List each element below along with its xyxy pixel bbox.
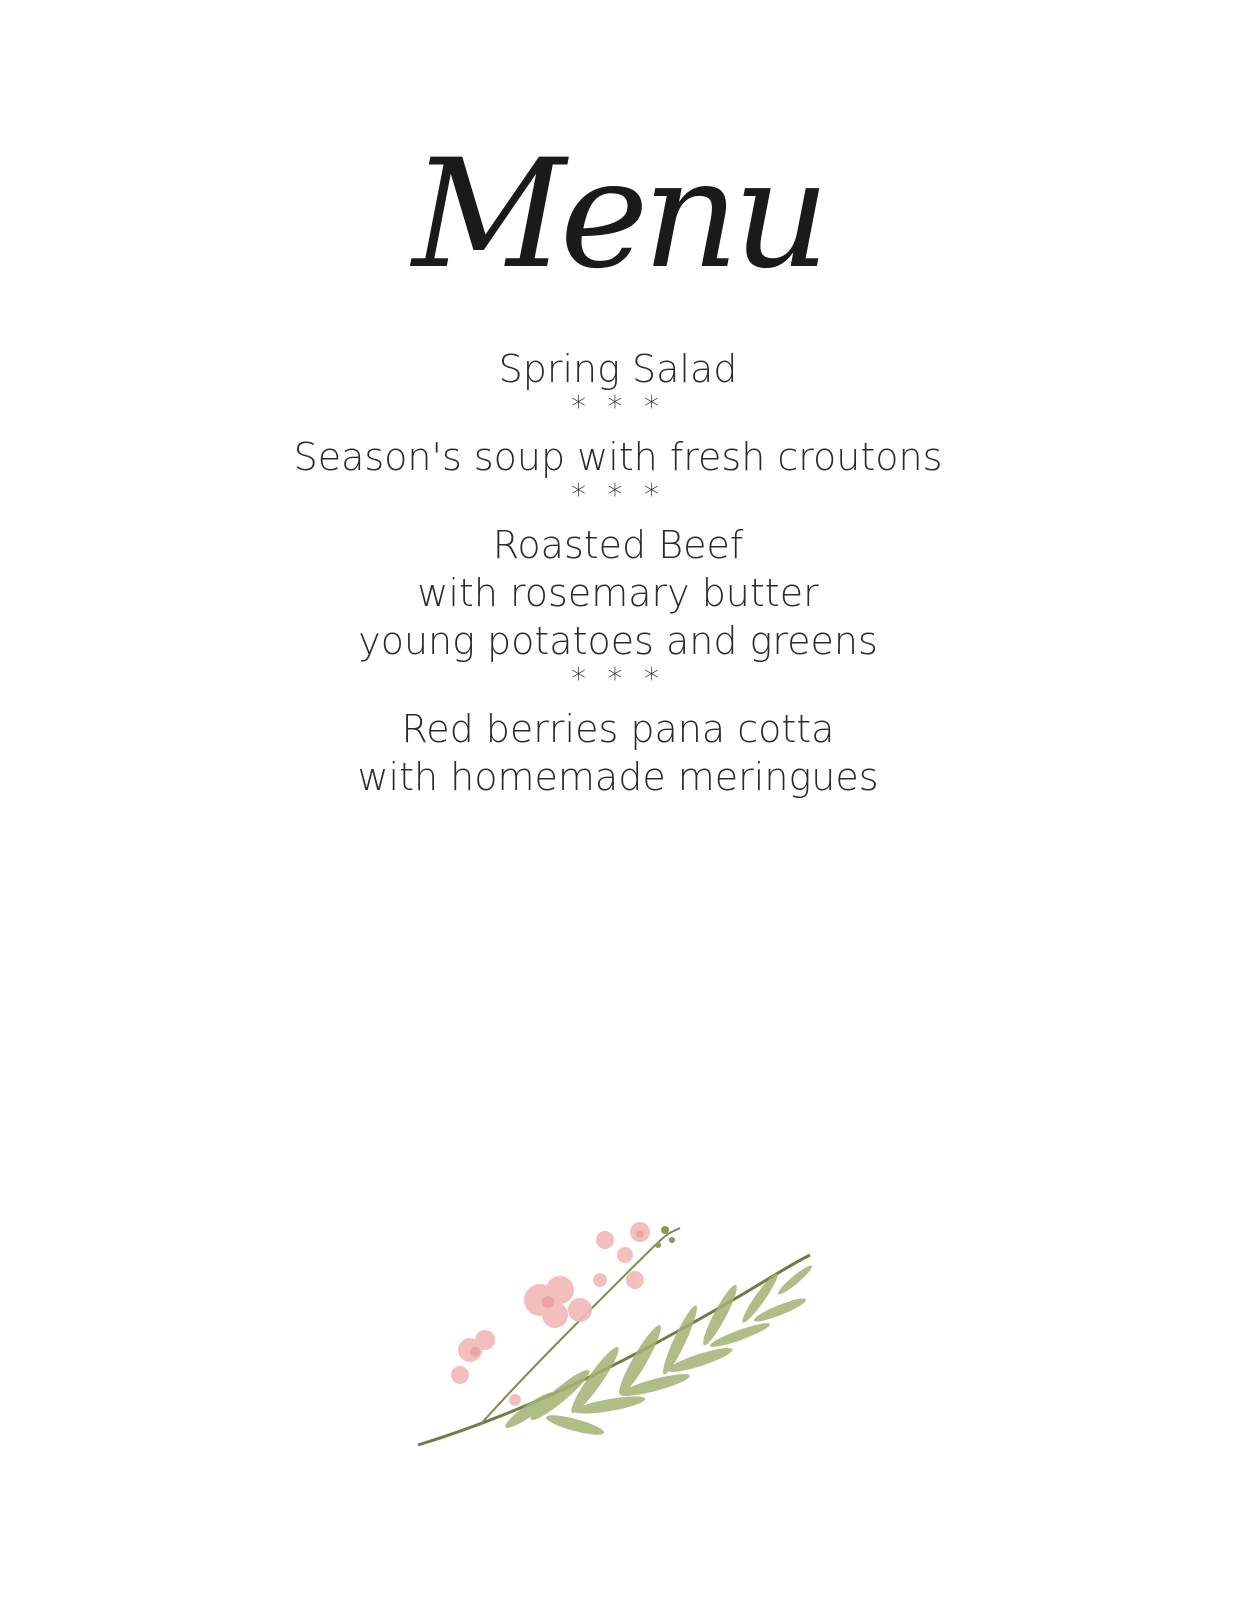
menu-courses: [0, 345, 1236, 801]
course-4-line-2: with homemade meringues: [357, 755, 879, 799]
course-3-line-1: Roasted Beef: [492, 523, 744, 567]
course-2-line-1: Season's soup with fresh croutons: [293, 435, 943, 479]
course-3-line-2: with rosemary butter: [417, 571, 819, 615]
separator-2: * * *: [570, 478, 666, 513]
course-4-line-1: Red berries pana cotta: [401, 707, 835, 751]
course-1-line-1: Spring Salad: [498, 347, 738, 391]
separator-1: * * *: [570, 390, 666, 425]
floral-sprig-illustration: [410, 1210, 820, 1470]
separator-3: * * *: [570, 662, 666, 697]
course-3-line-3: young potatoes and greens: [358, 619, 878, 663]
menu-title: Menu: [412, 128, 824, 302]
